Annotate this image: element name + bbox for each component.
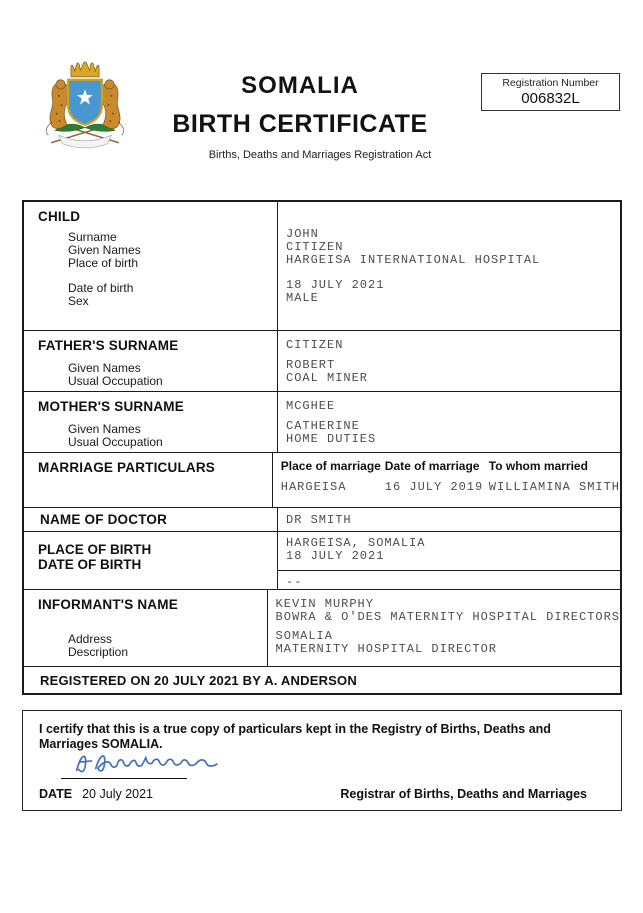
doctor-label-cell [24,508,278,531]
birth-note-value: -- [286,575,303,589]
child-labels-cell [24,202,278,330]
marriage-spouse-header: To whom married [488,459,588,473]
marriage-row [24,452,620,507]
marriage-place-value: HARGEISA [280,480,347,494]
registration-number-label: Registration Number [502,77,599,89]
doctor-value-cell [278,508,620,531]
mother-given-names-value: CATHERINE [286,419,360,433]
mother-given-names-label: Given Names [68,422,141,436]
mother-values-cell [278,392,620,452]
marriage-spouse-value: WILLIAMINA SMITH [488,480,620,494]
informant-description-label: Description [68,645,129,659]
informant-description-value: MATERNITY HOSPITAL DIRECTOR [275,642,497,656]
child-given-names-value: CITIZEN [286,240,344,254]
marriage-place-column [281,459,385,494]
child-row [24,202,620,330]
marriage-date-value: 16 JULY 2019 [384,480,484,494]
date-of-birth-title: DATE OF BIRTH [38,557,142,572]
father-given-names-label: Given Names [68,361,141,375]
birth-date-value: 18 JULY 2021 [286,549,385,563]
birth-values-cell [278,532,620,589]
child-sex-label: Sex [68,294,89,308]
registrar-title: Registrar of Births, Deaths and Marriages [340,787,587,801]
informant-labels-cell [24,590,268,666]
certification-box [22,710,622,811]
child-sex-value: MALE [286,291,319,305]
informant-row [24,589,620,666]
father-labels-cell [24,331,278,391]
informant-section-title: INFORMANT'S NAME [38,597,178,612]
certification-statement: I certify that this is a true copy of particulars kept in the Registry of Births, Deaths and Marriages SOMALIA. [39,722,551,751]
informant-values-cell [268,590,620,666]
doctor-row [24,507,620,531]
informant-address-label: Address [68,632,113,646]
child-date-of-birth-label: Date of birth [68,281,134,295]
father-occupation-label: Usual Occupation [68,374,163,388]
father-occupation-value: COAL MINER [286,371,369,385]
signature-line [61,778,187,779]
registered-statement: REGISTERED ON 20 JULY 2021 BY A. ANDERSON [40,673,357,688]
informant-name-line2-value: BOWRA & O'DES MATERNITY HOSPITAL DIRECTORS [275,610,620,624]
father-given-names-value: ROBERT [286,358,336,372]
act-subtitle: Births, Deaths and Marriages Registration Act [208,149,432,161]
particulars-table [22,200,622,695]
birth-labels-cell [24,532,278,589]
date-label: DATE [39,787,73,801]
registered-row [24,666,620,693]
child-section-title: CHILD [38,209,81,224]
informant-name-value: KEVIN MURPHY [275,597,374,611]
child-given-names-label: Given Names [68,243,141,257]
father-values-cell [278,331,620,391]
birth-place-date-row [24,531,620,589]
father-section-title: FATHER'S SURNAME [38,338,179,353]
father-surname-value: CITIZEN [286,338,344,352]
mother-occupation-label: Usual Occupation [68,435,163,449]
child-place-of-birth-value: HARGEISA INTERNATIONAL HOSPITAL [286,253,541,267]
marriage-date-column [385,459,489,494]
place-of-birth-title: PLACE OF BIRTH [38,542,152,557]
mother-row [24,391,620,452]
marriage-spouse-column [489,459,620,494]
registration-number-value: 006832L [521,90,580,107]
father-row [24,330,620,391]
child-surname-label: Surname [68,230,117,244]
child-surname-value: JOHN [286,227,319,241]
informant-address-value: SOMALIA [275,629,333,643]
child-place-of-birth-label: Place of birth [68,256,139,270]
certificate-title: BIRTH CERTIFICATE [172,110,428,138]
marriage-date-header: Date of marriage [384,459,480,473]
doctor-section-title: NAME OF DOCTOR [40,512,168,527]
mother-labels-cell [24,392,278,452]
country-title: SOMALIA [241,72,359,99]
date-value: 20 July 2021 [82,787,153,801]
child-values-cell [278,202,620,330]
doctor-name-value: DR SMITH [286,513,352,527]
registration-number-box [481,73,620,111]
marriage-labels-cell [24,453,273,507]
marriage-values-cell [273,453,620,507]
mother-section-title: MOTHER'S SURNAME [38,399,184,414]
birth-place-value: HARGEISA, SOMALIA [286,536,426,550]
child-date-of-birth-value: 18 JULY 2021 [286,278,385,292]
marriage-place-header: Place of marriage [280,459,381,473]
registrar-signature [65,745,235,779]
mother-surname-value: MCGHEE [286,399,336,413]
mother-occupation-value: HOME DUTIES [286,432,377,446]
marriage-section-title: MARRIAGE PARTICULARS [38,460,215,475]
